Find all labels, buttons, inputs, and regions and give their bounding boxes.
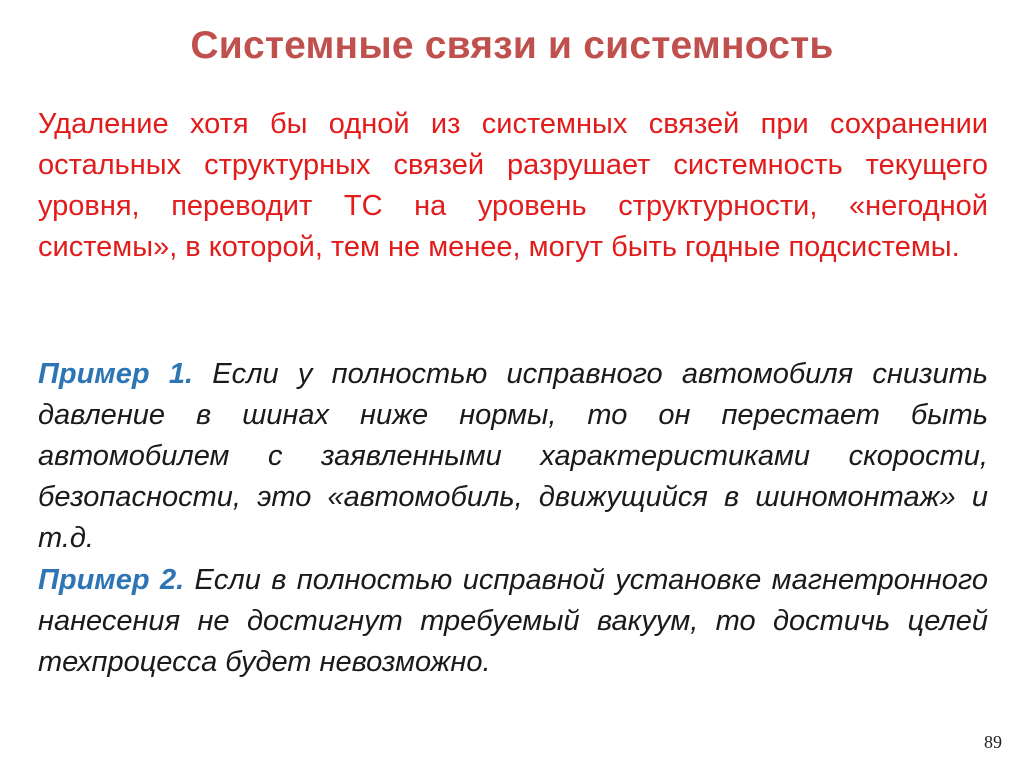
example-2-label: Пример 2. [38, 564, 195, 596]
page-number: 89 [984, 732, 1002, 752]
main-paragraph: Удаление хотя бы одной из системных связей при сохранении остальных структурных связей разрушает системность текущего уровня, переводит ТС на уровень структурности, «негодной системы», в которой, тем не менее, могут быть годные подсистемы. [38, 108, 988, 263]
example-2-text: Если в полностью исправной установке магнетронного нанесения не достигнут требуемый вакуум, то достичь целей техпроцесса будет невозможно. [38, 564, 988, 678]
example-1 [38, 354, 988, 559]
example-2 [38, 560, 988, 683]
example-1-label: Пример 1. [38, 358, 213, 390]
example-1-text: Если у полностью исправного автомобиля снизить давление в шинах ниже нормы, то он перестает быть автомобилем с заявленными характеристиками скорости, безопасности, это «автомобиль, движущийся в шиномонтаж» и т.д. [38, 358, 988, 554]
slide-title: Системные связи и системность [190, 24, 834, 67]
